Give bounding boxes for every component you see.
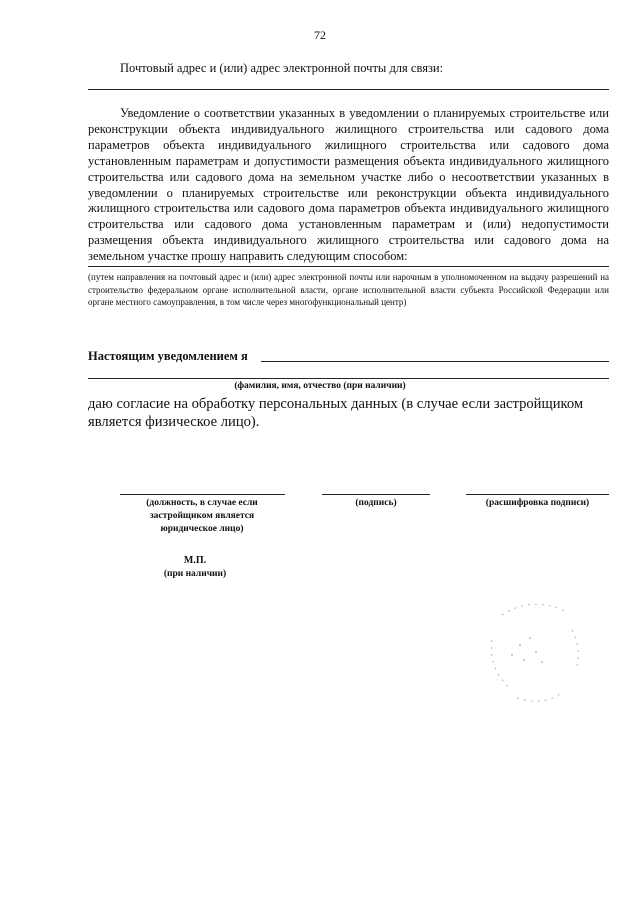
delivery-method-note: (путем направления на почтовый адрес и (или) адрес электронной почты или нарочным в уполномоченном на выдачу разрешений на строительство федеральном органе исполнительной власти, органе исполнительной власти субъекта Российской Федерации или органе местного самоуправления, в том числе через многофункциональный центр) <box>88 272 609 308</box>
consent-text: даю согласие на обработку персональных данных (в случае если застройщиком является физическое лицо). <box>88 396 584 430</box>
full-name-caption: (фамилия, имя, отчество (при наличии) <box>234 381 406 391</box>
contact-address-line <box>88 89 609 90</box>
signature-caption: (подпись) <box>355 498 397 508</box>
stamp-note: (при наличии) <box>163 569 227 579</box>
signature-line <box>322 494 430 495</box>
notify-label: Настоящим уведомлением я <box>88 349 248 363</box>
contact-address-label: Почтовый адрес и (или) адрес электронной почты для связи: <box>120 61 444 75</box>
notification-paragraph: Уведомление о соответствии указанных в уведомлении о планируемых строительстве или реконструкции объекта индивидуального жилищного строительства или садового дома параметров объекта индивидуального жилищного строительства или садового дома установленным параметрам и допустимости размещения объекта индивидуального жилищного строительства или садового дома на земельном участке либо о несоответствии указанных в уведомлении о планируемых строительстве или реконструкции объекта индивидуального жилищного строительства или садового дома параметров объекта индивидуального жилищного строительства или садового дома установленным параметрам и (или) недопустимости размещения объекта индивидуального жилищного строительства или садового дома на земельном участке прошу направить следующим способом: <box>88 106 609 264</box>
transcript-caption: (расшифровка подписи) <box>485 498 590 508</box>
applicant-name-line <box>261 361 609 362</box>
stamp-label: М.П. <box>183 555 207 566</box>
position-caption: (должность, в случае если застройщиком является юридическое лицо) <box>146 498 258 534</box>
transcript-line <box>466 494 609 495</box>
position-line <box>120 494 285 495</box>
delivery-method-line <box>88 266 609 267</box>
page-number: 72 <box>314 28 326 42</box>
applicant-name-line-2 <box>88 378 609 379</box>
faint-seal-imprint <box>472 590 592 710</box>
